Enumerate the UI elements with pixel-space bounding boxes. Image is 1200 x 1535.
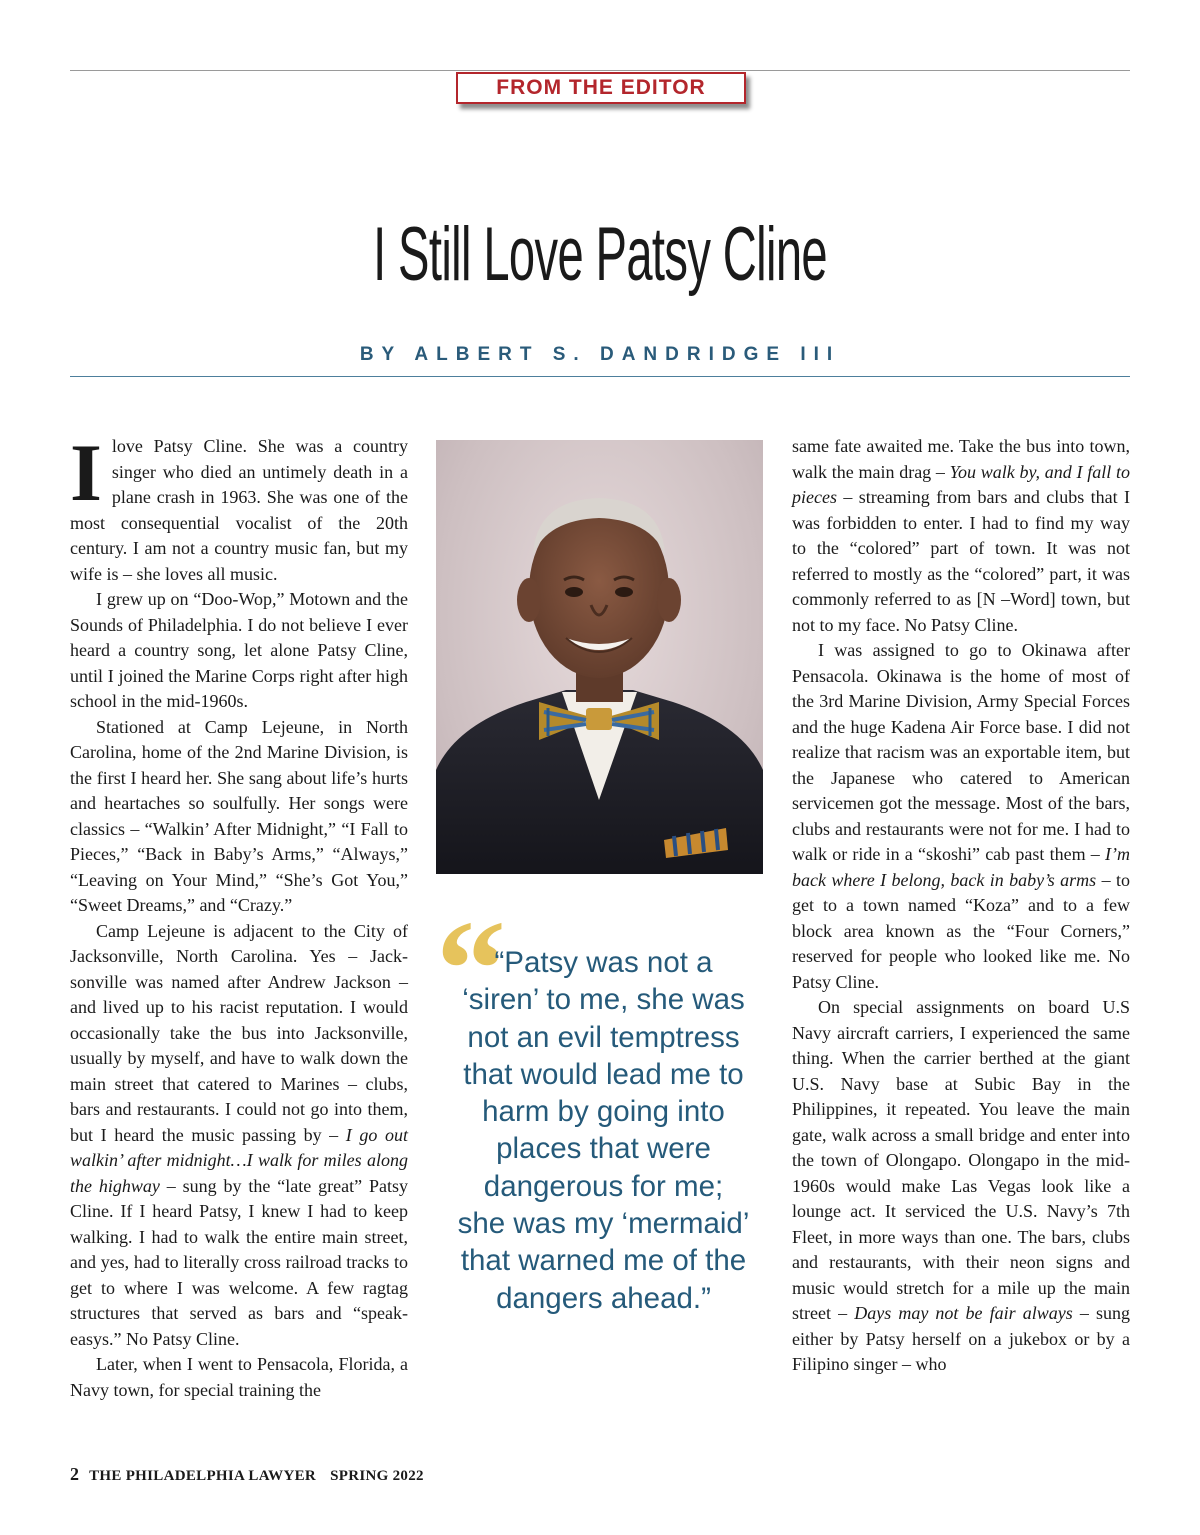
pull-quote: “Patsy was not a ‘siren’ to me, she was not an evil temptress that would lead me to harm by going into places that were dangerous for me; she was my ‘mermaid’ that warned me of the dangers ahead.”: [457, 946, 750, 1315]
article-paragraph: [70, 919, 408, 1353]
byline: BY ALBERT S. DANDRIDGE III: [359, 344, 841, 365]
drop-cap: I: [70, 427, 102, 518]
paragraph-text: I was assigned to go to Okinawa after Pensacola. Okinawa is the home of most of the 3rd Marine Division, Army Special Forces and the huge Kadena Air Force base. I did not realize that racism was an exportable item, but the Japanese who catered to American servicemen got the message. Most of the bars, clubs and restaurants were not for me. I had to walk or ride in a “skoshi” cab past them –: [792, 640, 1130, 864]
paragraph-text: same fate awaited me. Take the bus into town, walk the main drag –: [792, 436, 1130, 482]
lyric-quote: You walk by, and I fall to pieces: [792, 461, 1130, 507]
article-paragraph: [792, 638, 1130, 995]
publication-name: THE PHILADELPHIA LAWYER: [89, 1468, 317, 1484]
top-rule: [70, 70, 1130, 71]
headline-text: I Still Love Patsy Cline: [373, 212, 827, 297]
paragraph-text: – sung either by Patsy herself on a jukebox or by a Filipino singer – who: [792, 1303, 1130, 1374]
paragraph-text: love Patsy Cline. She was a country singer who died an untimely death in a plane crash in 1963. She was one of the most consequential vocalist of the 20th century. I am not a country music fan, but my wife is – she loves all music.: [70, 436, 408, 584]
article-column-left: [70, 427, 408, 1403]
paragraph-text: Camp Lejeune is adjacent to the City of Jacksonville, North Carolina. Yes – Jacksonville was named after Andrew Jackson – and lived up to his racist reputation. I would occasionally take the bus into Jacksonville, usually by myself, and have to walk down the main street that catered to Marines – clubs, bars and restaurants. I could not go into them, but I heard the music passing by –: [70, 920, 408, 1145]
author-portrait-illustration: [436, 440, 763, 874]
lyric-quote: I’m back where I belong, back in baby’s arms: [792, 844, 1130, 890]
paragraph-text: – streaming from bars and clubs that I was forbidden to enter. I had to find my way to the “colored” part of town. It was not referred to mostly as the “colored” part, it was commonly referred to as [N –Word] town, but not to my face. No Patsy Cline.: [792, 487, 1130, 635]
article-paragraph: [70, 587, 408, 715]
paragraph-text: – sung by the “late great” Patsy Cline. If I heard Patsy, I knew I had to keep walking. I had to walk the entire main street, and yes, had to literally cross railroad tracks to get to where I was welcome. A few ragtag structures that served as bars and “speakeasys.” No Patsy Cline.: [70, 1175, 408, 1349]
article-column-right: [792, 434, 1130, 1378]
article-paragraph: [792, 434, 1130, 638]
byline-rule: [70, 376, 1130, 377]
quote-mark-icon: “: [436, 892, 506, 1047]
paragraph-text: I grew up on “Doo-Wop,” Motown and the Sounds of Philadelphia. I do not believe I ever heard a country song, let alone Patsy Cline, until I joined the Marine Corps right after high school in the mid-1960s.: [70, 589, 408, 711]
issue-date: SPRING 2022: [330, 1468, 424, 1484]
paragraph-text: On special assignments on board U.S Navy aircraft carriers, I experienced the same thing. When the carrier berthed at the giant U.S. Navy base at Subic Bay in the Philippines, it repeated. You leave the main gate, walk across a small bridge and enter into the town of Olongapo. Olongapo in the mid-1960s would make Las Vegas look like a lounge act. It serviced the U.S. Navy’s 7th Fleet, in more ways than one. The bars, clubs and restaurants, with their neon signs and music would stretch for a mile up the main street –: [792, 997, 1130, 1323]
article-paragraph: [792, 995, 1130, 1378]
article-paragraph: [70, 1352, 408, 1403]
paragraph-text: Stationed at Camp Lejeune, in North Carolina, home of the 2nd Marine Division, is the first I heard her. She sang about life’s hurts and heartaches so soulfully. Her songs were classics – “Walkin’ After Midnight,” “I Fall to Pieces,” “Back in Baby’s Arms,” “Always,” “Leaving on Your Mind,” “She’s Got You,” “Sweet Dreams,” and “Crazy.”: [70, 716, 408, 915]
article-paragraph: [70, 427, 408, 587]
lyric-quote: I go out walkin’ after midnight…I walk for miles along the highway: [70, 1124, 408, 1196]
footer: [70, 1464, 424, 1485]
paragraph-text: – to get to a town named “Koza” and to a few block area known as the “Four Corners,” reserved for people who looked like me. No Patsy Cline.: [792, 869, 1130, 992]
headline: [0, 210, 1200, 300]
author-photo: [436, 440, 763, 874]
lyric-quote: Days may not be fair always: [854, 1303, 1073, 1323]
section-tag: FROM THE EDITOR: [456, 72, 746, 104]
article-paragraph: [70, 715, 408, 919]
paragraph-text: Later, when I went to Pensacola, Florida, a Navy town, for special training the: [70, 1354, 408, 1400]
page-number: 2: [70, 1464, 80, 1484]
